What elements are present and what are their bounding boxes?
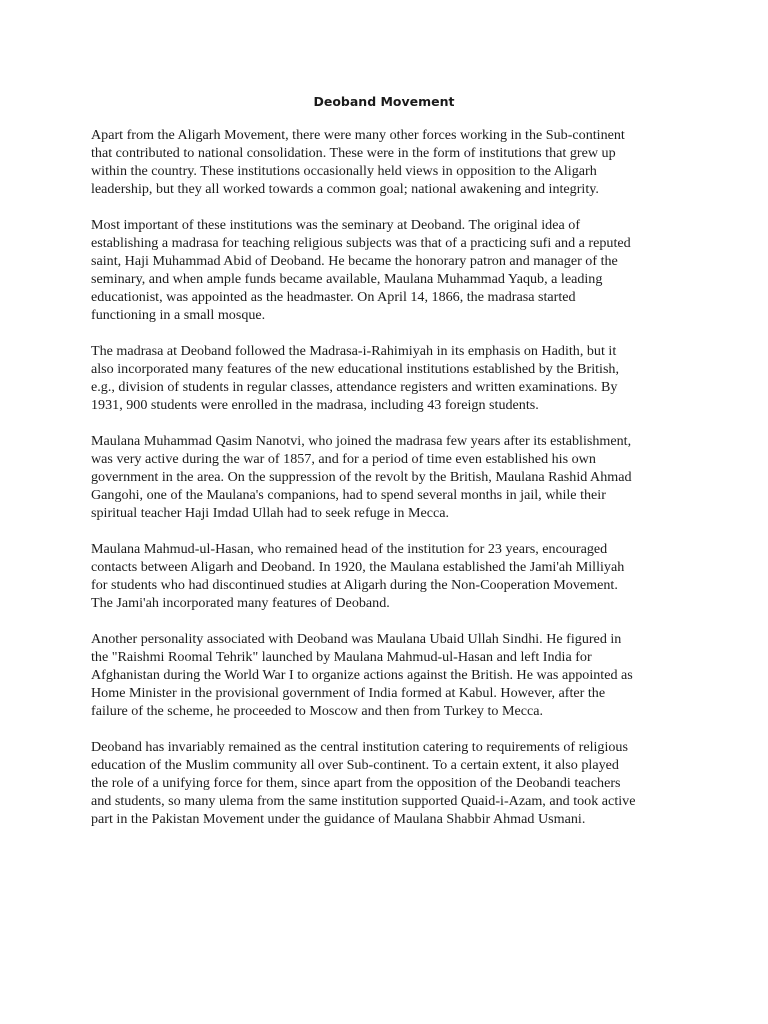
paragraph — [91, 432, 701, 522]
text-line: Deoband has invariably remained as the central institution catering to requirements of religious — [91, 739, 628, 755]
text-line: Home Minister in the provisional government of India formed at Kabul. However, after the — [91, 685, 606, 701]
paragraph — [91, 540, 701, 612]
text-line: leadership, but they all worked towards a common goal; national awakening and integrity. — [91, 181, 599, 197]
paragraph — [91, 738, 701, 828]
text-line: Apart from the Aligarh Movement, there were many other forces working in the Sub-continent — [91, 127, 625, 143]
text-line: education of the Muslim community all over Sub-continent. To a certain extent, it also played — [91, 757, 619, 773]
text-line: Maulana Mahmud-ul-Hasan, who remained head of the institution for 23 years, encouraged — [91, 541, 608, 557]
text-line: functioning in a small mosque. — [91, 307, 266, 323]
text-line: failure of the scheme, he proceeded to Moscow and then from Turkey to Mecca. — [91, 703, 544, 719]
text-line: Afghanistan during the World War I to organize actions against the British. He was appointed as — [91, 667, 633, 683]
paragraph — [91, 216, 701, 324]
text-line: contacts between Aligarh and Deoband. In 1920, the Maulana established the Jami'ah Milliyah — [91, 559, 625, 575]
text-line: part in the Pakistan Movement under the guidance of Maulana Shabbir Ahmad Usmani. — [91, 811, 586, 827]
text-line: Maulana Muhammad Qasim Nanotvi, who joined the madrasa few years after its establishment, — [91, 433, 632, 449]
text-line: Gangohi, one of the Maulana's companions, had to spend several months in jail, while their — [91, 487, 606, 503]
paragraph — [91, 342, 701, 414]
text-line: spiritual teacher Haji Imdad Ullah had to seek refuge in Mecca. — [91, 505, 450, 521]
text-line: The madrasa at Deoband followed the Madrasa-i-Rahimiyah in its emphasis on Hadith, but it — [91, 343, 617, 359]
text-line: saint, Haji Muhammad Abid of Deoband. He became the honorary patron and manager of the — [91, 253, 618, 269]
text-line: the "Raishmi Roomal Tehrik" launched by Maulana Mahmud-ul-Hasan and left India for — [91, 649, 592, 665]
paragraph — [91, 126, 701, 198]
text-line: was very active during the war of 1857, and for a period of time even established his own — [91, 451, 596, 467]
text-line: within the country. These institutions occasionally held views in opposition to the Aligarh — [91, 163, 597, 179]
text-line: government in the area. On the suppression of the revolt by the British, Maulana Rashid Ahmad — [91, 469, 632, 485]
text-line: Most important of these institutions was the seminary at Deoband. The original idea of — [91, 217, 581, 233]
document-title: Deoband Movement — [313, 94, 455, 109]
text-line: educationist, was appointed as the headmaster. On April 14, 1866, the madrasa started — [91, 289, 576, 305]
text-line: that contributed to national consolidation. These were in the form of institutions that grew up — [91, 145, 616, 161]
text-line: for students who had discontinued studies at Aligarh during the Non-Cooperation Movement. — [91, 577, 618, 593]
document-body — [91, 126, 701, 846]
paragraph — [91, 630, 701, 720]
text-line: 1931, 900 students were enrolled in the madrasa, including 43 foreign students. — [91, 397, 539, 413]
text-line: seminary, and when ample funds became available, Maulana Muhammad Yaqub, a leading — [91, 271, 603, 287]
text-line: establishing a madrasa for teaching religious subjects was that of a practicing sufi and a reputed — [91, 235, 631, 251]
text-line: and students, so many ulema from the same institution supported Quaid-i-Azam, and took active — [91, 793, 636, 809]
text-line: the role of a unifying force for them, since apart from the opposition of the Deobandi teachers — [91, 775, 621, 791]
text-line: also incorporated many features of the new educational institutions established by the British, — [91, 361, 619, 377]
text-line: Another personality associated with Deoband was Maulana Ubaid Ullah Sindhi. He figured in — [91, 631, 622, 647]
text-line: e.g., division of students in regular classes, attendance registers and written examinations. By — [91, 379, 618, 395]
text-line: The Jami'ah incorporated many features of Deoband. — [91, 595, 390, 611]
